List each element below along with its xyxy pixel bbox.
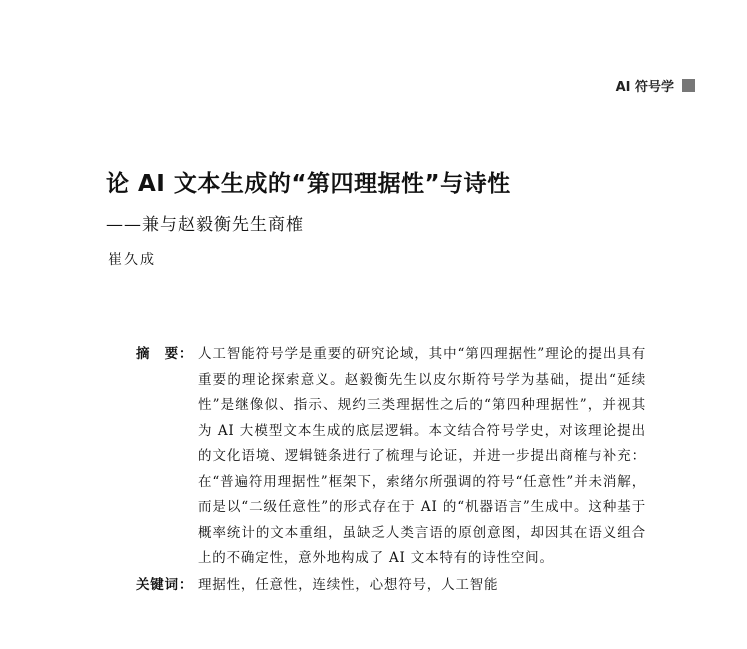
article-author: 崔久成	[108, 252, 156, 268]
section-tag-label: AI 符号学	[615, 80, 674, 95]
abstract-label: 摘 要：	[136, 346, 194, 362]
keywords-text: 理据性，任意性，连续性，心想符号，人工智能	[198, 576, 499, 593]
abstract-row	[136, 342, 646, 572]
article-subtitle: ——兼与赵毅衡先生商榷	[106, 215, 304, 235]
section-square-icon	[682, 79, 695, 92]
journal-section-tag	[616, 76, 695, 95]
keywords-row	[136, 573, 646, 599]
abstract-text: 人工智能符号学是重要的研究论域，其中“第四理据性”理论的提出具有重要的理论探索意义。赵毅衡先生以皮尔斯符号学为基础，提出“延续性”是继像似、指示、规约三类理据性之后的“第四种理据性”，并视其为 AI 大模型文本生成的底层逻辑。本文结合符号学史，对该理论提出的文化语境、逻辑链条进行了梳理与论证，并进一步提出商榷与补充：在“普遍符用理据性”框架下，索绪尔所强调的符号“任意性”并未消解，而是以“二级任意性”的形式存在于 AI 的“机器语言”生成中。这种基于概率统计的文本重组，虽缺乏人类言语的原创意图，却因其在语义组合上的不确定性，意外地构成了 AI 文本特有的诗性空间。	[198, 346, 646, 566]
article-title: 论 AI 文本生成的“第四理据性”与诗性	[106, 171, 511, 197]
keywords-label: 关键词：	[136, 576, 194, 593]
abstract-block	[136, 342, 646, 598]
